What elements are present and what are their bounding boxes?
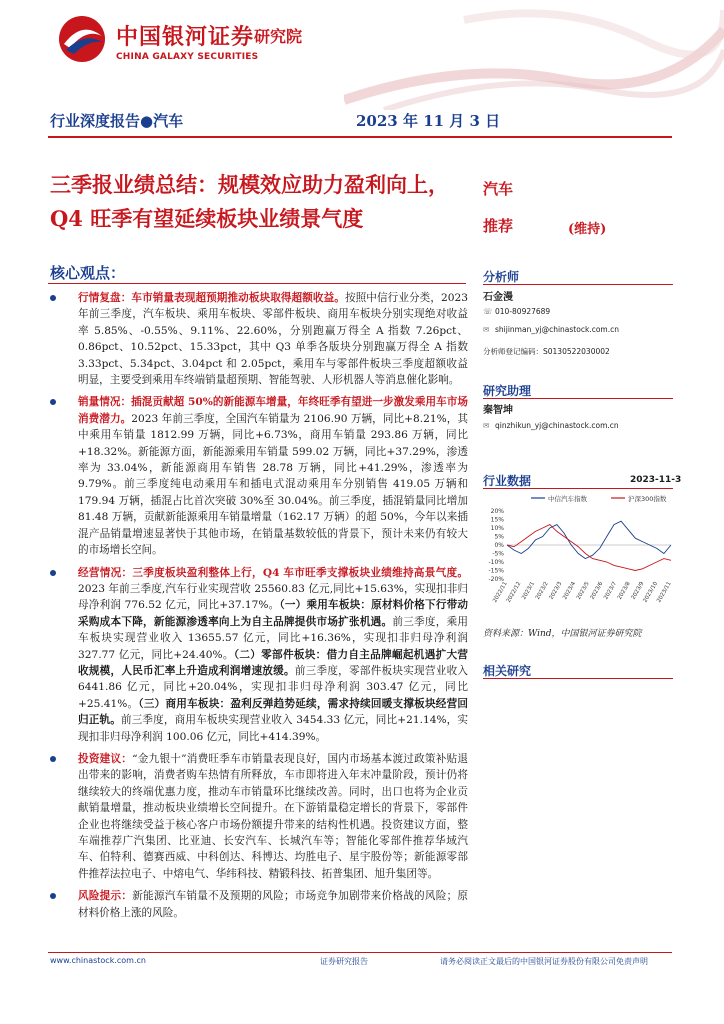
bullet-lead: 行情复盘：车市销量表现超预期推动板块取得超额收益。 <box>78 292 345 304</box>
list-item <box>46 394 468 558</box>
x-tick-label: 2023/2 <box>534 581 550 601</box>
bullet-body: 新能源汽车销量不及预期的风险；市场竞争加剧带来价格战的风险；原材料价格上涨的风险。 <box>78 890 468 919</box>
email-icon: ✉ <box>483 421 490 430</box>
footer-disclaimer: 请务必阅读正文最后的中国银河证券股份有限公司免责声明 <box>440 957 648 966</box>
x-tick-label: 2023/4 <box>562 581 578 601</box>
y-tick-label: -15% <box>488 567 504 575</box>
y-tick-label: 15% <box>490 516 504 524</box>
x-tick-label: 2023/8 <box>616 581 632 601</box>
y-tick-label: 10% <box>490 525 504 532</box>
y-tick-label: 20% <box>490 508 504 515</box>
series-line <box>507 521 671 558</box>
series-line <box>507 525 671 571</box>
bullet-dot-icon <box>50 570 56 576</box>
analyst-phone: 010-80927689 <box>495 307 551 316</box>
footer-website[interactable]: www.chinastock.com.cn <box>50 956 146 965</box>
x-tick-label: 2022/11 <box>492 581 509 604</box>
report-type: 行业深度报告●汽车 <box>50 112 184 130</box>
segment-lead: （一）乘用车板块：原材料价格下行带动采购成本下降，新能源渗透率向上为自主品牌提供市场扩张机遇。 <box>78 599 468 628</box>
bullet-dot-icon <box>50 399 56 405</box>
assistant-divider <box>483 398 673 399</box>
bullet-lead: 经营情况：三季度板块盈利整体上行，Q4 车市旺季支撑板块业绩维持高景气度。 <box>78 566 468 579</box>
assistant-email[interactable]: qinzhikun_yj@chinastock.com.cn <box>495 421 619 430</box>
footer-divider <box>48 952 672 953</box>
analyst-heading: 分析师 <box>483 270 520 284</box>
company-name-cn: 中国银河证券 <box>116 25 255 50</box>
list-item <box>46 565 468 745</box>
analyst-name: 石金漫 <box>483 292 513 303</box>
rating-label: 推荐 <box>483 217 514 235</box>
header-wave-decoration <box>344 0 724 110</box>
segment-body: 前三季度，零部件板块实现营业收入 6441.86 亿元，同比+20.04%，实现扣非归母净利润 303.47 亿元，同比+25.41%。 <box>78 664 469 710</box>
x-tick-label: 2023/5 <box>575 581 591 601</box>
bullet-body: “金九银十”消费旺季车市销量表现良好，国内市场基本渡过政策补贴退出带来的影响，消费者购车热情有所释放，车市即将进入年末冲量阶段，预计仍将继续较大的终端优惠力度，推动车市销量环比继续改善。同时，出口也将为企业贡献销量增量，推动板块业绩增长空间提升。在下游销量稳定增长的背景下，零部件企业也将继续受益于核心客户市场份额提升带来的结构性机遇。投资建议方面，整车端推荐广汽集团、比亚迪、长安汽车、长城汽车等；智能化零部件推荐华域汽车、伯特利、德赛西威、中科创达、科博达、均胜电子、星宇股份等；新能源零部件推荐法拉电子、中熔电气、华纬科技、精锻科技、拓普集团、旭升集团等。 <box>78 752 468 880</box>
sector-label: 汽车 <box>483 180 514 198</box>
email-icon: ✉ <box>483 325 490 334</box>
industry-chart <box>481 489 676 619</box>
core-heading: 核心观点： <box>50 264 126 282</box>
bullet-lead: 投资建议： <box>78 752 133 765</box>
analyst-phone-row <box>483 307 550 316</box>
galaxy-logo-icon <box>56 14 108 64</box>
bullet-body: 2023 年前三季度,汽车行业实现营收 25560.83 亿元,同比+15.63%，实现扣非归母净利润 776.52 亿元，同比+37.17%。 <box>78 582 468 612</box>
report-title: 三季报业绩总结：规模效应助力盈利向上，Q4 旺季有望延续板块业绩景气度 <box>50 172 449 231</box>
y-tick-label: -10% <box>488 559 504 566</box>
assistant-name: 秦智坤 <box>483 405 513 416</box>
footer-center: 证券研究报告 <box>320 957 368 966</box>
header-divider <box>48 136 672 138</box>
bullet-dot-icon <box>50 893 56 899</box>
segment-body: 前三季度，乘用车板块实现营业收入 13655.57 亿元，同比+16.36%，实现扣非归母净利润 327.77 亿元，同比+24.40%。 <box>78 615 469 661</box>
x-tick-label: 2023/11 <box>656 581 673 604</box>
bullet-lead: 销量情况：插混贡献超 50%的新能源车增量，年终旺季有望进一步激发乘用车市场消费潜力。 <box>78 396 468 425</box>
chart-source: 资料来源：Wind，中国银河证券研究院 <box>483 629 642 639</box>
list-item <box>46 888 468 921</box>
industry-data-heading: 行业数据 <box>483 474 532 488</box>
report-date: 2023 年 11 月 3 日 <box>356 112 501 130</box>
segment-lead: （二）零部件板块：借力自主品牌崛起机遇扩大营收规模，人民币汇率上升造成利润增速放缓。 <box>78 648 468 677</box>
y-tick-label: 5% <box>494 533 504 541</box>
x-tick-label: 2023/9 <box>630 581 646 601</box>
bullet-lead: 风险提示： <box>78 890 133 903</box>
bullet-dot-icon <box>50 295 56 301</box>
rating-note: (维持) <box>568 222 607 237</box>
core-bullets <box>46 290 468 927</box>
assistant-heading: 研究助理 <box>483 384 532 398</box>
analyst-registration: 分析师登记编码：S0130522030002 <box>483 347 610 356</box>
core-divider <box>48 283 466 284</box>
institute-name: 研究院 <box>254 27 303 46</box>
x-tick-label: 2023/3 <box>548 581 564 601</box>
bullet-dot-icon <box>50 756 56 762</box>
x-tick-label: 2023/10 <box>642 581 660 604</box>
related-divider <box>483 678 673 679</box>
bullet-body: 按照中信行业分类，2023 年前三季度，汽车板块、乘用车板块、零部件板块、商用车板块分别实现绝对收益率 5.85%、-0.55%、9.11%、22.60%，分别跑赢万得全 A 指数 7.26pct、0.86pct、10.52pct、15.33pct，其中 Q3 单季各版块分别跑赢万得全 A 指数 3.33pct、5.34pct、3.04pct 和 2.05pct，乘用车与零部件板块三季度超额收益明显，主要受到乘用车终端销量超预期、智能驾驶、人形机器人等消息催化影响。 <box>78 292 468 387</box>
y-tick-label: -5% <box>492 550 504 558</box>
x-tick-label: 2022/12 <box>505 581 523 604</box>
segment-lead: （三）商用车板块：盈利反弹趋势延续，需求持续回暖支撑板块经营回归正轨。 <box>78 697 468 727</box>
company-logo <box>56 12 326 68</box>
list-item <box>46 751 468 882</box>
legend-label: 沪深300指数 <box>628 495 667 503</box>
analyst-email[interactable]: shijinman_yj@chinastock.com.cn <box>495 325 619 334</box>
industry-data-date: 2023-11-3 <box>630 475 682 485</box>
list-item <box>46 290 468 388</box>
x-tick-label: 2023/6 <box>589 581 605 601</box>
company-name-en: CHINA GALAXY SECURITIES <box>116 52 259 62</box>
related-heading: 相关研究 <box>483 664 532 678</box>
segment-body: 前三季度，商用车板块实现营业收入 3454.33 亿元，同比+21.14%，实现扣非归母净利润 100.06 亿元，同比+414.39%。 <box>78 714 469 743</box>
analyst-email-row <box>483 325 619 334</box>
y-tick-label: -20% <box>488 576 504 583</box>
legend-label: 中信汽车指数 <box>548 495 587 503</box>
bullet-body: 2023 年前三季度，全国汽车销量为 2106.90 万辆，同比+8.21%，其中乘用车销量 1812.99 万辆，同比+6.73%，商用车销量 293.86 万辆，同比+18.32%。新能源方面，新能源乘用车销量 599.02 万辆，同比+37.29%，渗透率为 33.04%，新能源商用车销售 28.78 万辆，同比+41.29%，渗透率为 9.79%。前三季度纯电动乘用车和插电式混动乘用车分别销售 419.05 万辆和 179.94 万辆，插混占比首次突破 30%至 30.04%。前三季度，插混销量同比增加 81.48 万辆，贡献新能源乘用车销量增量（162.17 万辆）的超 50%，今年以来插混产品销量增速显著快于其他市场，在销量基数较低的背景下，预计未来仍有较大的市场增长空间。 <box>78 412 468 557</box>
x-tick-label: 2023/7 <box>603 581 619 601</box>
phone-icon: ☏ <box>483 307 493 316</box>
x-tick-label: 2023/1 <box>521 581 537 601</box>
assistant-email-row <box>483 421 619 430</box>
analyst-divider <box>483 284 673 285</box>
y-tick-label: 0% <box>494 542 504 549</box>
